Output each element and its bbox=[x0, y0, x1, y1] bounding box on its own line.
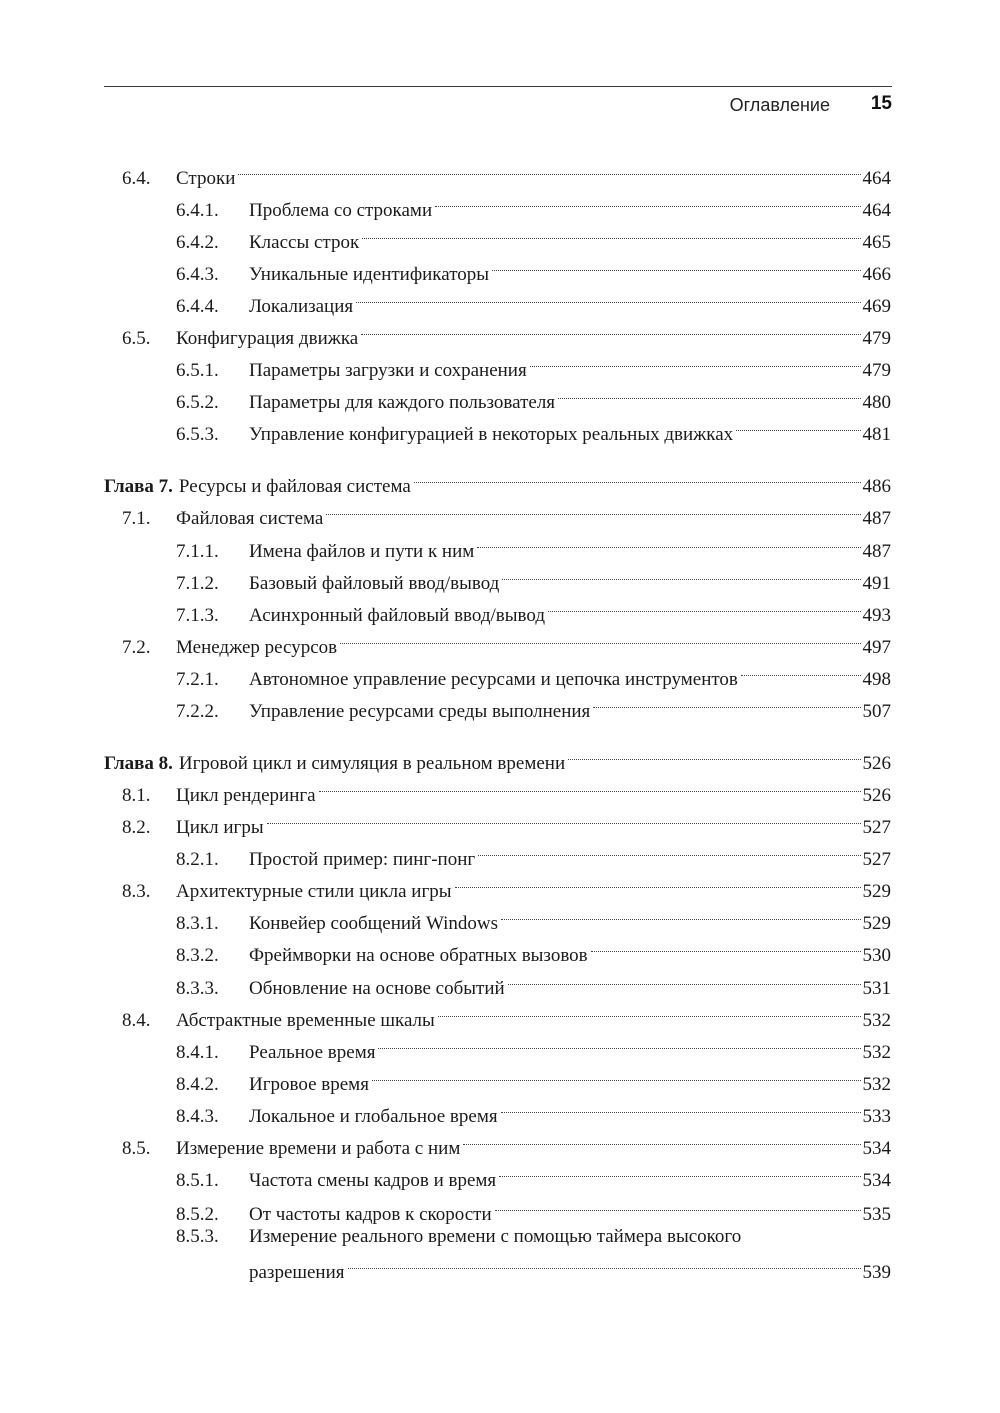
toc-entry-title: Локализация bbox=[249, 296, 354, 317]
toc-entry-title: Строки bbox=[176, 168, 236, 189]
toc-entry-section[interactable] bbox=[122, 312, 891, 349]
toc-entry-title: Абстрактные временные шкалы bbox=[176, 1010, 435, 1031]
toc-entry-page: 533 bbox=[862, 1106, 891, 1127]
toc-entry-number: 8.2.1. bbox=[176, 849, 219, 870]
toc-entry-subsection[interactable] bbox=[176, 376, 891, 413]
toc-entry-number: 6.5.1. bbox=[176, 360, 219, 381]
toc-entry-page: 479 bbox=[862, 328, 891, 349]
toc-entry-title: Проблема со строками bbox=[249, 200, 433, 221]
dot-leader bbox=[463, 1122, 860, 1154]
toc-entry-page: 464 bbox=[862, 168, 891, 189]
toc-entry-number: 8.3.2. bbox=[176, 945, 219, 966]
page-number: 15 bbox=[870, 93, 892, 114]
toc-entry-subsection[interactable] bbox=[176, 184, 891, 221]
toc-chapter-number: Глава 7. bbox=[104, 476, 173, 497]
dot-leader bbox=[435, 184, 860, 216]
toc-entry-page: 531 bbox=[862, 978, 891, 999]
toc-entry-title: Локальное и глобальное время bbox=[249, 1106, 498, 1127]
toc-entry-number: 8.3. bbox=[122, 881, 151, 902]
dot-leader bbox=[478, 833, 860, 865]
toc-entry-page: 487 bbox=[862, 508, 891, 529]
dot-leader bbox=[558, 376, 860, 408]
toc-entry-number: 7.1.3. bbox=[176, 605, 219, 626]
toc-entry-number: 8.1. bbox=[122, 785, 151, 806]
dot-leader bbox=[362, 216, 860, 248]
dot-leader bbox=[372, 1058, 861, 1090]
toc-entry-page: 527 bbox=[862, 817, 891, 838]
dot-leader bbox=[502, 557, 860, 589]
dot-leader bbox=[477, 525, 860, 557]
dot-leader bbox=[326, 492, 860, 524]
toc-entry-page: 493 bbox=[862, 605, 891, 626]
toc-entry-number: 7.2.1. bbox=[176, 669, 219, 690]
toc-entry-subsection[interactable] bbox=[176, 1154, 891, 1191]
dot-leader bbox=[495, 1188, 861, 1220]
toc-entry-title-continued: разрешения bbox=[249, 1262, 345, 1283]
toc-entry-title: Параметры для каждого пользователя bbox=[249, 392, 556, 413]
toc-entry-page: 532 bbox=[862, 1074, 891, 1095]
toc-entry-subsection[interactable] bbox=[176, 833, 891, 870]
toc-entry-page: 530 bbox=[862, 945, 891, 966]
toc-entry-number: 8.5.3. bbox=[176, 1226, 219, 1247]
toc-entry-number: 7.1.1. bbox=[176, 541, 219, 562]
toc-entry-number: 8.3.3. bbox=[176, 978, 219, 999]
toc-entry-number: 6.4.1. bbox=[176, 200, 219, 221]
toc-entry-title: Управление ресурсами среды выполнения bbox=[249, 701, 591, 722]
toc-entry-section[interactable] bbox=[122, 865, 891, 902]
dot-leader bbox=[591, 929, 861, 961]
header-rule bbox=[104, 86, 892, 87]
dot-leader bbox=[438, 994, 861, 1026]
toc-entry-subsection[interactable] bbox=[176, 1026, 891, 1063]
toc-entry-subsection[interactable] bbox=[176, 280, 891, 317]
toc-entry-subsection[interactable] bbox=[176, 1058, 891, 1095]
toc-entry-title: От частоты кадров к скорости bbox=[249, 1204, 492, 1225]
toc-entry-subsection[interactable] bbox=[176, 408, 891, 445]
toc-entry-section[interactable] bbox=[122, 994, 891, 1031]
running-title: Оглавление bbox=[729, 95, 830, 115]
dot-leader bbox=[499, 1154, 860, 1186]
dot-leader bbox=[340, 621, 860, 653]
toc-entry-title: Базовый файловый ввод/вывод bbox=[249, 573, 500, 594]
dot-leader bbox=[414, 460, 861, 492]
toc-entry-page: 507 bbox=[862, 701, 891, 722]
dot-leader bbox=[736, 408, 860, 440]
toc-entry-title: Файловая система bbox=[176, 508, 324, 529]
toc-entry-title: Автономное управление ресурсами и цепочка инструментов bbox=[249, 669, 738, 690]
toc-entry-page: 464 bbox=[862, 200, 891, 221]
toc-entry-page: 529 bbox=[862, 881, 891, 902]
toc-entry-number: 8.3.1. bbox=[176, 913, 219, 934]
dot-leader bbox=[348, 1246, 861, 1278]
dot-leader bbox=[568, 737, 860, 769]
toc-entry-subsection[interactable] bbox=[176, 248, 891, 285]
toc-entry-page: 527 bbox=[862, 849, 891, 870]
toc-entry-page: 466 bbox=[862, 264, 891, 285]
toc-entry-number: 8.4. bbox=[122, 1010, 151, 1031]
toc-entry-continuation[interactable] bbox=[249, 1246, 891, 1283]
toc-entry-number: 6.4.3. bbox=[176, 264, 219, 285]
dot-leader bbox=[455, 865, 861, 897]
toc-entry-title: Архитектурные стили цикла игры bbox=[176, 881, 452, 902]
toc-entry-page: 465 bbox=[862, 232, 891, 253]
toc-entry-title: Игровое время bbox=[249, 1074, 369, 1095]
toc-entry-section[interactable] bbox=[122, 492, 891, 529]
toc-entry-page: 497 bbox=[862, 637, 891, 658]
toc-entry-number: 8.2. bbox=[122, 817, 151, 838]
toc-entry-title: Асинхронный файловый ввод/вывод bbox=[249, 605, 545, 626]
dot-leader bbox=[356, 280, 860, 312]
dot-leader bbox=[378, 1026, 860, 1058]
toc-entry-number: 6.4. bbox=[122, 168, 151, 189]
toc-entry-number: 6.5.3. bbox=[176, 424, 219, 445]
toc-entry-subsection[interactable] bbox=[176, 344, 891, 381]
toc-entry-number: 6.5. bbox=[122, 328, 151, 349]
toc-entry-subsection[interactable] bbox=[176, 525, 891, 562]
toc-entry-subsection[interactable] bbox=[176, 685, 891, 722]
toc-entry-number: 6.5.2. bbox=[176, 392, 219, 413]
toc-entry-title: Классы строк bbox=[249, 232, 360, 253]
toc-entry-page: 487 bbox=[862, 541, 891, 562]
toc-entry-section[interactable] bbox=[122, 152, 891, 189]
toc-entry-page: 486 bbox=[862, 476, 891, 497]
toc-entry-subsection[interactable] bbox=[176, 897, 891, 934]
toc-entry-page: 532 bbox=[862, 1010, 891, 1031]
toc-entry-number: 7.1.2. bbox=[176, 573, 219, 594]
dot-leader bbox=[501, 897, 860, 929]
toc-entry-number: 8.5.1. bbox=[176, 1170, 219, 1191]
toc-entry-title: Конфигурация движка bbox=[176, 328, 359, 349]
toc-entry-page: 526 bbox=[862, 753, 891, 774]
toc-entry-page: 526 bbox=[862, 785, 891, 806]
toc-entry-title: Измерение реального времени с помощью таймера высокого bbox=[249, 1226, 742, 1247]
toc-entry-section[interactable] bbox=[122, 1122, 891, 1159]
toc-entry-title: Ресурсы и файловая система bbox=[178, 476, 411, 497]
toc-entry-title: Имена файлов и пути к ним bbox=[249, 541, 475, 562]
toc-entry-number: 8.4.2. bbox=[176, 1074, 219, 1095]
toc-entry-section[interactable] bbox=[122, 801, 891, 838]
dot-leader bbox=[548, 589, 861, 621]
dot-leader bbox=[361, 312, 860, 344]
dot-leader bbox=[741, 653, 861, 685]
toc-entry-page: 480 bbox=[862, 392, 891, 413]
dot-leader bbox=[593, 685, 860, 717]
toc-entry-subsection[interactable] bbox=[176, 1090, 891, 1127]
toc-entry-title: Фреймворки на основе обратных вызовов bbox=[249, 945, 588, 966]
dot-leader bbox=[508, 962, 861, 994]
toc-entry-number: 6.4.4. bbox=[176, 296, 219, 317]
toc-entry-number: 8.5.2. bbox=[176, 1204, 219, 1225]
toc-entry-title: Частота смены кадров и время bbox=[249, 1170, 497, 1191]
toc-entry-page: 534 bbox=[862, 1170, 891, 1191]
toc-entry-number: 8.4.3. bbox=[176, 1106, 219, 1127]
toc-entry-number: 6.4.2. bbox=[176, 232, 219, 253]
toc-entry-title: Параметры загрузки и сохранения bbox=[249, 360, 527, 381]
toc-entry-title: Цикл игры bbox=[176, 817, 264, 838]
toc-entry-subsection[interactable] bbox=[176, 589, 891, 626]
toc-entry-title: Уникальные идентификаторы bbox=[249, 264, 490, 285]
toc-entry-subsection[interactable] bbox=[176, 1188, 891, 1225]
toc-entry-title: Простой пример: пинг-понг bbox=[249, 849, 476, 870]
toc-entry-title: Цикл рендеринга bbox=[176, 785, 316, 806]
toc-entry-subsection[interactable] bbox=[176, 216, 891, 253]
toc-entry-title: Управление конфигурацией в некоторых реальных движках bbox=[249, 424, 734, 445]
toc-entry-chapter[interactable] bbox=[104, 737, 891, 774]
toc-entry-subsection[interactable] bbox=[176, 962, 891, 999]
toc-entry-subsection[interactable] bbox=[176, 653, 891, 690]
dot-leader bbox=[238, 152, 860, 184]
toc-chapter-number: Глава 8. bbox=[104, 753, 173, 774]
toc-entry-title: Менеджер ресурсов bbox=[176, 637, 338, 658]
toc-entry-section[interactable] bbox=[122, 621, 891, 658]
toc-entry-number: 7.2.2. bbox=[176, 701, 219, 722]
toc-entry-page: 529 bbox=[862, 913, 891, 934]
toc-entry-section[interactable] bbox=[122, 769, 891, 806]
toc-entry-page: 532 bbox=[862, 1042, 891, 1063]
toc-entry-subsection[interactable] bbox=[176, 557, 891, 594]
toc-entry-subsection[interactable] bbox=[176, 929, 891, 966]
toc-entry-page: 469 bbox=[862, 296, 891, 317]
toc-entry-title: Игровой цикл и симуляция в реальном времени bbox=[178, 753, 566, 774]
dot-leader bbox=[319, 769, 861, 801]
dot-leader bbox=[492, 248, 860, 280]
toc-entry-chapter[interactable] bbox=[104, 460, 891, 497]
toc-entry-page: 534 bbox=[862, 1138, 891, 1159]
toc-entry-page: 539 bbox=[862, 1262, 891, 1283]
toc-entry-number: 7.1. bbox=[122, 508, 151, 529]
dot-leader bbox=[267, 801, 861, 833]
toc-entry-number: 7.2. bbox=[122, 637, 151, 658]
toc-entry-title: Реальное время bbox=[249, 1042, 376, 1063]
dot-leader bbox=[530, 344, 861, 376]
toc-entry-page: 481 bbox=[862, 424, 891, 445]
toc-entry-title: Измерение времени и работа с ним bbox=[176, 1138, 461, 1159]
toc-entry-number: 8.5. bbox=[122, 1138, 151, 1159]
toc-entry-number: 8.4.1. bbox=[176, 1042, 219, 1063]
toc-entry-page: 498 bbox=[862, 669, 891, 690]
toc-entry-page: 479 bbox=[862, 360, 891, 381]
dot-leader bbox=[501, 1090, 861, 1122]
toc-entry-page: 491 bbox=[862, 573, 891, 594]
toc-entry-title: Конвейер сообщений Windows bbox=[249, 913, 499, 934]
toc-entry-title: Обновление на основе событий bbox=[249, 978, 505, 999]
toc-entry-page: 535 bbox=[862, 1204, 891, 1225]
